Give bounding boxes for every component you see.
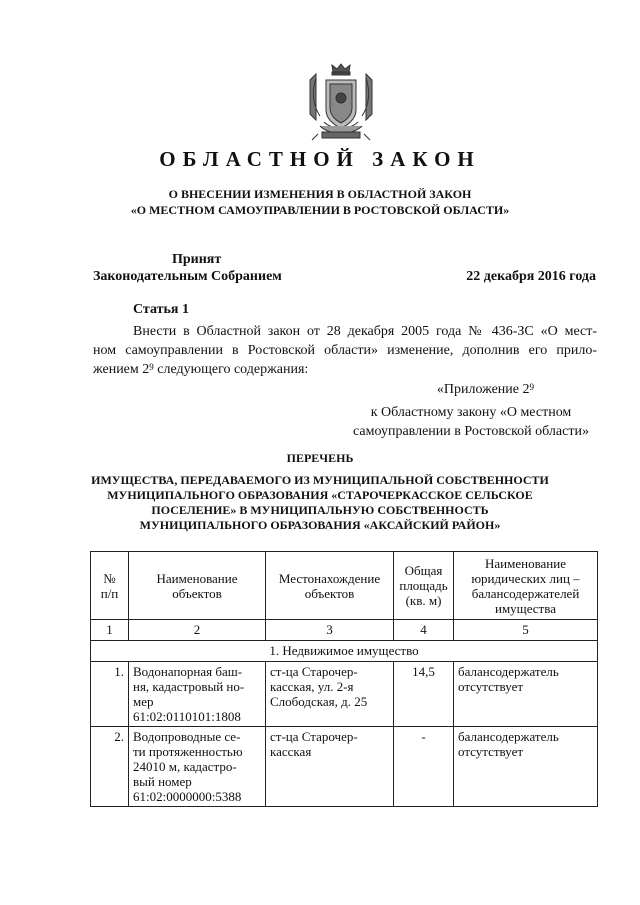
cell-line: Водопроводные се- — [133, 729, 241, 744]
header-line: Наименование — [156, 570, 238, 586]
cell-line: 61:02:0110101:1808 — [133, 709, 241, 724]
list-subtitle — [70, 473, 570, 533]
cell-line: касская — [270, 744, 312, 759]
appendix-line: к Областному закону «О местном — [370, 405, 572, 420]
cell-line: Слободская, д. 25 — [270, 694, 368, 709]
header-line: площадь — [399, 578, 448, 593]
paragraph-line-last — [93, 360, 597, 379]
section-row — [91, 641, 598, 662]
header-holder — [454, 552, 598, 620]
row-holder — [454, 662, 598, 727]
cell-line: отсутствует — [458, 744, 524, 759]
header-line: имущества — [495, 600, 556, 616]
section-title: 1. Недвижимое имущество — [91, 641, 598, 662]
column-number: 4 — [394, 620, 454, 641]
column-number: 1 — [91, 620, 129, 641]
paragraph-line: Внести в Областной закон от 28 декабря 2005 года № 436-ЗС «О мест- — [133, 324, 597, 339]
cell-line: ня, кадастровый но- — [133, 679, 245, 694]
adoption-date: 22 декабря 2016 года — [466, 269, 596, 284]
row-location — [266, 727, 394, 807]
row-name — [129, 727, 266, 807]
list-subtitle-line: ИМУЩЕСТВА, ПЕРЕДАВАЕМОГО ИЗ МУНИЦИПАЛЬНОЙ СОБСТВЕННОСТИ — [91, 473, 549, 487]
cell-line: ст-ца Старочер- — [270, 664, 358, 679]
header-line: Местонахождение — [278, 570, 381, 586]
row-name — [129, 662, 266, 727]
row-holder — [454, 727, 598, 807]
cell-line: вый номер — [133, 774, 192, 789]
list-subtitle-line: ПОСЕЛЕНИЕ» В МУНИЦИПАЛЬНУЮ СОБСТВЕННОСТЬ — [151, 503, 489, 517]
header-line: балансодержателей — [471, 585, 580, 601]
header-line: объектов — [172, 585, 222, 601]
superscript: 9 — [149, 362, 154, 372]
header-number — [91, 552, 129, 620]
header-line: объектов — [304, 585, 355, 601]
header-name — [129, 552, 266, 620]
cell-line: 61:02:0000000:5388 — [133, 789, 242, 804]
header-line: Наименование — [485, 555, 566, 571]
list-subtitle-line: МУНИЦИПАЛЬНОГО ОБРАЗОВАНИЯ «АКСАЙСКИЙ РАЙОН» — [139, 518, 501, 532]
row-area: 14,5 — [394, 662, 454, 727]
cell-line: 24010 м, кадастро- — [133, 759, 237, 774]
law-subtitle-line: О ВНЕСЕНИИ ИЗМЕНЕНИЯ В ОБЛАСТНОЙ ЗАКОН — [168, 187, 472, 201]
column-number: 2 — [129, 620, 266, 641]
header-line: (кв. м) — [405, 593, 442, 608]
adopted-by: Законодательным Собранием — [93, 269, 282, 284]
appendix-line: самоуправлении в Ростовской области» — [353, 424, 589, 439]
header-area — [394, 552, 454, 620]
adopted-label: Принят — [172, 252, 222, 267]
header-line: Общая — [404, 563, 443, 578]
table-row — [91, 727, 598, 807]
header-line: № — [103, 570, 116, 586]
row-location — [266, 662, 394, 727]
cell-line: балансодержатель — [458, 664, 559, 679]
table-row — [91, 662, 598, 727]
paragraph-line: ном самоуправлении в Ростовской области» изменение, дополнив его прило- — [93, 343, 597, 358]
cell-line: ст-ца Старочер- — [270, 729, 358, 744]
table-header-row — [91, 552, 598, 620]
cell-line: мер — [133, 694, 154, 709]
coat-of-arms-emblem — [302, 60, 380, 144]
law-title: ОБЛАСТНОЙ ЗАКОН — [159, 147, 481, 171]
law-subtitle-line: «О МЕСТНОМ САМОУПРАВЛЕНИИ В РОСТОВСКОЙ ОБЛАСТИ» — [130, 203, 510, 217]
article-title: Статья 1 — [133, 302, 189, 317]
appendix-label — [346, 380, 596, 399]
column-number: 3 — [266, 620, 394, 641]
cell-line: ти протяженностью — [133, 744, 243, 759]
cell-line: касская, ул. 2-я — [270, 679, 354, 694]
row-number: 1. — [91, 662, 129, 727]
superscript: 9 — [529, 382, 534, 392]
appendix-header — [346, 380, 596, 441]
property-table — [90, 551, 598, 807]
list-subtitle-line: МУНИЦИПАЛЬНОГО ОБРАЗОВАНИЯ «СТАРОЧЕРКАССКОЕ СЕЛЬСКОЕ — [107, 488, 533, 502]
law-subtitle — [100, 186, 540, 218]
article-paragraph — [93, 322, 597, 379]
column-number-row — [91, 620, 598, 641]
list-title: ПЕРЕЧЕНЬ — [286, 451, 354, 465]
paragraph-text: жением 2 — [93, 362, 150, 377]
row-area: - — [394, 727, 454, 807]
paragraph-text: следующего содержания: — [153, 362, 309, 377]
cell-line: отсутствует — [458, 679, 524, 694]
cell-line: Водонапорная баш- — [133, 664, 243, 679]
header-line: юридических лиц – — [471, 570, 580, 586]
header-location — [266, 552, 394, 620]
appendix-label-text: «Приложение 2 — [436, 382, 530, 397]
row-number: 2. — [91, 727, 129, 807]
header-line: п/п — [100, 585, 119, 601]
column-number: 5 — [454, 620, 598, 641]
cell-line: балансодержатель — [458, 729, 559, 744]
